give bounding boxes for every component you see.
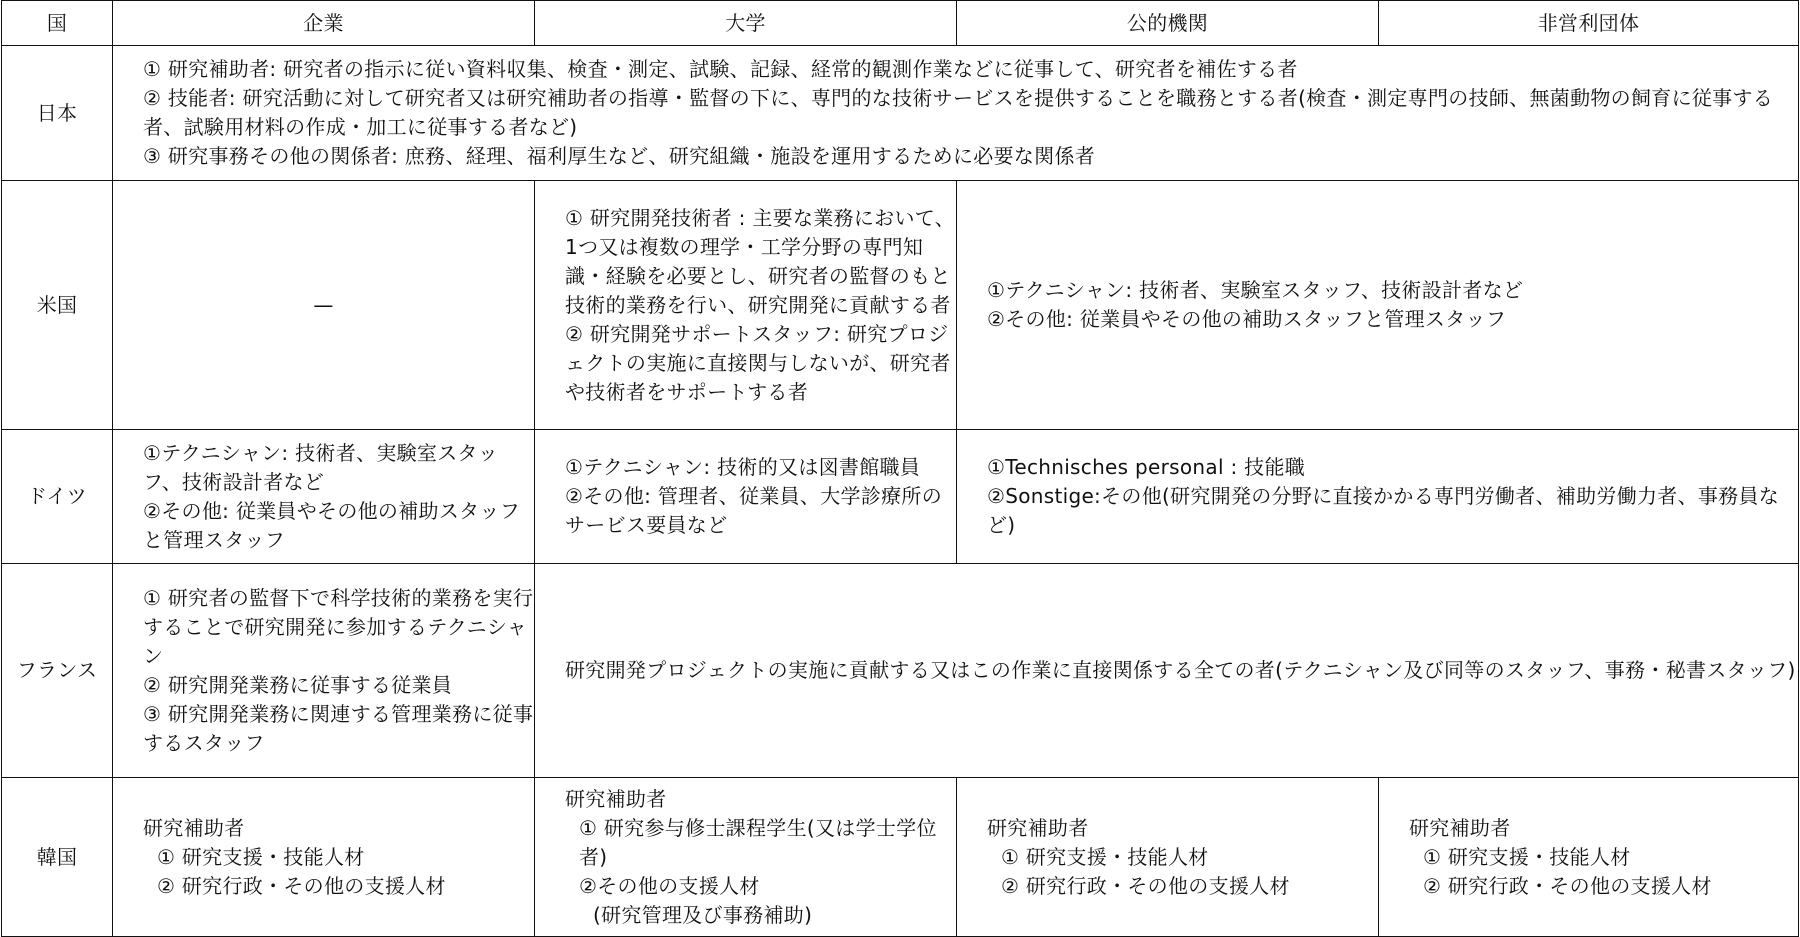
france-company-item-1: ① 研究者の監督下で科学技術的業務を実行することで研究開発に参加するテクニシャン: [143, 585, 534, 668]
korea-company-title: 研究補助者: [143, 815, 245, 840]
usa-public-item-2: ②その他: 従業員やその他の補助スタッフと管理スタッフ: [987, 307, 1507, 331]
japan-line-1: ① 研究補助者: 研究者の指示に従い資料収集、検査・測定、試験、記録、経常的観測作業などに従事して、研究者を補佐する者: [143, 57, 1298, 81]
korea-public: [957, 778, 1379, 937]
usa-university: [535, 181, 957, 430]
header-row: [2, 1, 1799, 46]
germany-company-item-2: ②その他: 従業員やその他の補助スタッフと管理スタッフ: [143, 498, 521, 552]
france-company-item-2: ② 研究開発業務に従事する従業員: [143, 672, 453, 697]
staff-classification-table: [1, 0, 1799, 937]
germany-university-item-2: ②その他: 管理者、従業員、大学診療所のサービス要員など: [565, 484, 943, 537]
korea-university-item-1: ① 研究参与修士課程学生(又は学士学位者): [579, 815, 937, 869]
germany-university: [535, 430, 957, 564]
row-germany: [2, 430, 1799, 564]
japan-all-sectors: [113, 46, 1799, 181]
country-japan: 日本: [2, 46, 113, 181]
korea-university-item-2: ②その他の支援人材: [579, 873, 760, 898]
germany-public-item-2: ②Sonstige:その他(研究開発の分野に直接かかる専門労働者、補助労働力者、事務員など): [987, 484, 1780, 537]
korea-company-item-1: ① 研究支援・技能人材: [157, 844, 365, 869]
japan-line-2: ② 技能者: 研究活動に対して研究者又は研究補助者の指導・監督の下に、専門的な技術サービスを提供することを職務とする者(検査・測定専門の技師、無菌動物の飼育に従事する者、試験用材料の作成・加工に従事する者など): [143, 86, 1774, 139]
country-germany: ドイツ: [2, 430, 113, 564]
usa-university-item-1: ① 研究開発技術者 : 主要な業務において、1つ又は複数の理学・工学分野の専門知識・経験を必要とし、研究者の監督のもと技術的業務を行い、研究開発に貢献する者: [565, 205, 955, 317]
korea-public-item-2: ② 研究行政・その他の支援人材: [1001, 873, 1290, 898]
header-company: 企業: [113, 1, 535, 46]
row-france: [2, 564, 1799, 778]
korea-company-item-2: ② 研究行政・その他の支援人材: [157, 873, 446, 898]
row-usa: [2, 181, 1799, 430]
korea-university: [535, 778, 957, 937]
korea-nonprofit-title: 研究補助者: [1409, 815, 1511, 840]
japan-line-3: ③ 研究事務その他の関係者: 庶務、経理、福利厚生など、研究組織・施設を運用するために必要な関係者: [143, 144, 1096, 168]
korea-company: [113, 778, 535, 937]
header-public-institution: 公的機関: [957, 1, 1379, 46]
country-france: フランス: [2, 564, 113, 778]
korea-public-item-1: ① 研究支援・技能人材: [1001, 844, 1209, 869]
germany-university-item-1: ①テクニシャン: 技術的又は図書館職員: [565, 455, 921, 479]
korea-university-title: 研究補助者: [565, 786, 667, 811]
row-japan: [2, 46, 1799, 181]
usa-public-item-1: ①テクニシャン: 技術者、実験室スタッフ、技術設計者など: [987, 278, 1524, 302]
korea-nonprofit-item-1: ① 研究支援・技能人材: [1423, 844, 1631, 869]
header-nonprofit: 非営利団体: [1379, 1, 1799, 46]
germany-public-item-1: ①Technisches personal : 技能職: [987, 455, 1306, 479]
row-korea: [2, 778, 1799, 937]
usa-university-item-2: ② 研究開発サポートスタッフ: 研究プロジェクトの実施に直接関与しないが、研究者や技術者をサポートする者: [565, 321, 951, 404]
france-other-sectors: [535, 564, 1799, 778]
germany-public-nonprofit: [957, 430, 1799, 564]
germany-company-item-1: ①テクニシャン: 技術者、実験室スタッフ、技術設計者など: [143, 440, 499, 494]
korea-nonprofit: [1379, 778, 1799, 937]
header-university: 大学: [535, 1, 957, 46]
france-company-item-3: ③ 研究開発業務に関連する管理業務に従事するスタッフ: [143, 701, 534, 755]
country-usa: 米国: [2, 181, 113, 430]
usa-company-dash: —: [113, 181, 535, 430]
usa-public-nonprofit: [957, 181, 1799, 430]
korea-public-title: 研究補助者: [987, 815, 1089, 840]
germany-company: [113, 430, 535, 564]
korea-nonprofit-item-2: ② 研究行政・その他の支援人材: [1423, 873, 1712, 898]
france-other-text: 研究開発プロジェクトの実施に貢献する又はこの作業に直接関係する全ての者(テクニシャン及び同等のスタッフ、事務・秘書スタッフ): [565, 658, 1796, 682]
france-company: [113, 564, 535, 778]
country-korea: 韓国: [2, 778, 113, 937]
header-country: 国: [2, 1, 113, 46]
korea-university-item-2-note: (研究管理及び事務補助): [593, 902, 813, 927]
